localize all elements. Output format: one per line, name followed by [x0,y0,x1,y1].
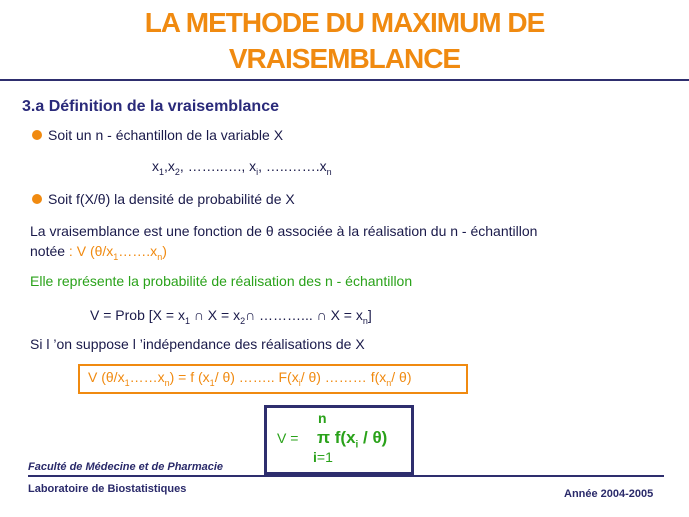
probability-statement: Elle représente la probabilité de réalisation des n - échantillon [30,273,413,289]
probability-formula: V = Prob [$X = x_1$ ∩ $X = x_2\cap$ ………... ∩ $X = x_n$] [90,307,372,326]
definition-line-2: notée : V $(\theta/x_1\dots\dots.x_n)$ [30,243,167,262]
pi-symbol: π [317,428,331,447]
bullet-row-2 [32,191,295,207]
title-line-1: LA METHODE DU MAXIMUM DE [144,7,545,38]
bullet-dot-icon [32,130,42,140]
pi-lower-index: i=1 [313,449,333,465]
pi-formula-lhs: V = [277,430,299,446]
bullet-text-1: Soit un n - échantillon de la variable X [48,127,284,143]
footer-divider [28,475,664,477]
faculty-label: Faculté de Médecine et de Pharmacie [28,461,224,473]
title-line-2: VRAISEMBLANCE [228,43,461,74]
pi-formula-body: π $f(x_i / \theta)$ [317,428,388,451]
pi-upper-index: n [318,410,327,426]
likelihood-product-formula: V $(\theta/x_1\dots\dots x_n) = f$ ($x_1/$ θ) …….. $F(x_i/$ θ) ……… $f(x_n/$ θ) [88,369,412,388]
year-label: Année 2004-2005 [564,488,654,500]
lab-label: Laboratoire de Biostatistiques [28,483,187,495]
header-divider [0,79,689,81]
independence-statement: Si l ’on suppose l ’indépendance des réalisations de X [30,336,365,352]
section-heading: 3.a Définition de la vraisemblance [22,98,279,115]
definition-line-1: La vraisemblance est une fonction de θ associée à la réalisation du n - échantillon [30,223,538,239]
sample-expression: $x_1,x_2$, ……..…., $x_i$, $\dots..\dots\dots.x_n$ [152,158,332,177]
bullet-row-1 [32,127,283,143]
bullet-dot-icon [32,194,42,204]
bullet-text-2: Soit f(X/θ) la densité de probabilité de X [48,191,295,207]
